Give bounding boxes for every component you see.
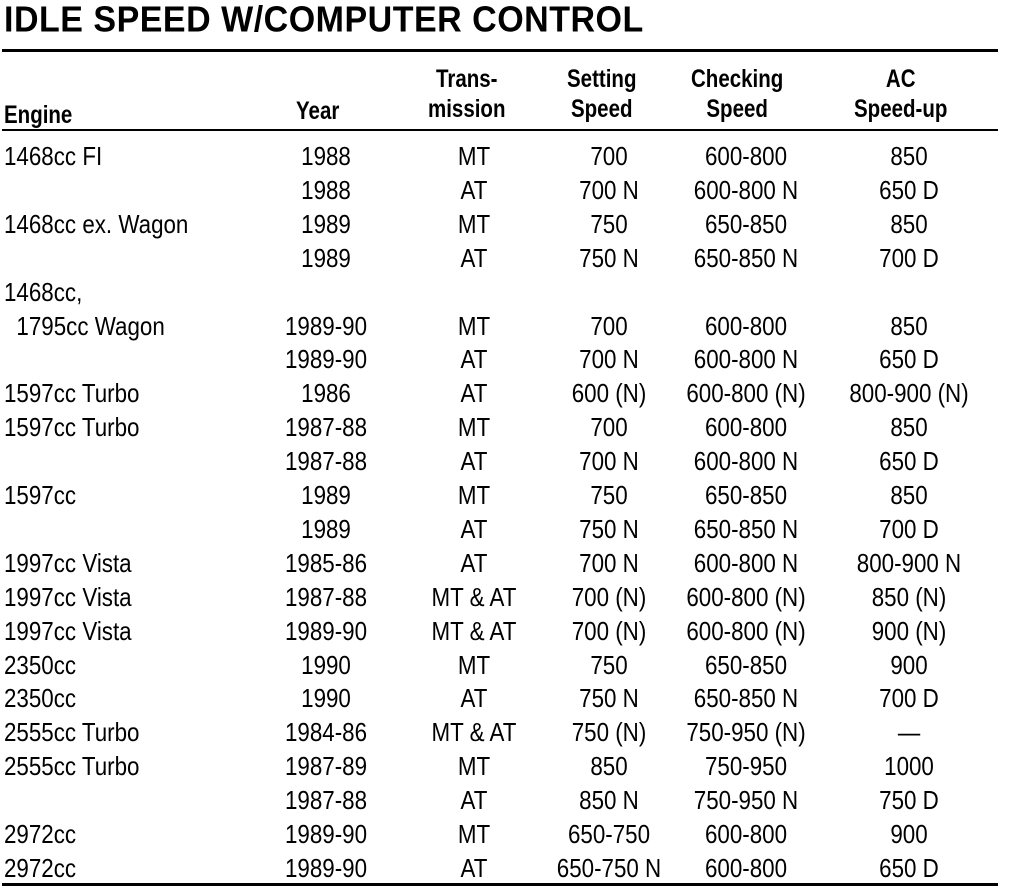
cell-setting-speed: 700 (N)	[571, 581, 647, 612]
cell-setting-speed: 700 N	[579, 174, 639, 205]
cell-ac-speed-up: 800-900 N	[856, 547, 962, 578]
cell-transmission: AT	[460, 446, 488, 477]
cell-transmission: MT	[457, 208, 491, 239]
cell-setting-speed: 700 N	[579, 446, 639, 477]
cell-checking-speed: 600-800	[704, 412, 788, 443]
cell-year: 1989	[301, 513, 351, 544]
cell-checking-speed: 600-800	[704, 819, 788, 849]
cell-year: 1989-90	[284, 615, 368, 646]
cell-transmission: AT	[460, 242, 488, 273]
cell-checking-speed: 600-800 N	[693, 344, 799, 375]
cell-transmission: AT	[460, 174, 488, 205]
cell-ac-speed-up: 850	[890, 480, 928, 510]
cell-transmission: MT	[457, 310, 491, 341]
cell-engine: 1997cc Vista	[4, 581, 132, 612]
cell-ac-speed-up: 900 (N)	[871, 615, 947, 646]
cell-setting-speed: 700 N	[579, 547, 639, 578]
cell-transmission: AT	[460, 344, 488, 375]
cell-setting-speed: 750	[590, 480, 628, 510]
cell-checking-speed: 650-850	[704, 480, 788, 510]
cell-ac-speed-up: 850	[890, 208, 928, 239]
cell-setting-speed: 700 (N)	[571, 615, 647, 646]
cell-setting-speed: 700 N	[579, 344, 639, 375]
cell-year: 1988	[301, 141, 351, 171]
cell-checking-speed: 600-800 (N)	[686, 378, 806, 409]
cell-checking-speed: 600-800	[704, 852, 788, 883]
cell-year: 1988	[301, 174, 351, 205]
cell-year: 1989-90	[284, 819, 368, 849]
cell-ac-speed-up: —	[897, 717, 921, 748]
cell-setting-speed: 650-750	[567, 819, 651, 849]
cell-checking-speed: 600-800	[704, 141, 788, 171]
cell-ac-speed-up: 650 D	[879, 852, 939, 883]
cell-engine: 1468cc FI	[4, 141, 103, 171]
cell-checking-speed: 650-850 N	[693, 683, 799, 714]
table-row	[0, 343, 1000, 377]
cell-ac-speed-up: 700 D	[879, 683, 939, 714]
cell-ac-speed-up: 650 D	[879, 446, 939, 477]
cell-engine: 1795cc Wagon	[4, 310, 165, 341]
cell-year: 1989	[301, 208, 351, 239]
table-row	[0, 276, 1000, 310]
cell-engine: 1597cc Turbo	[4, 378, 140, 409]
cell-checking-speed: 650-850	[704, 649, 788, 680]
cell-checking-speed: 600-800 (N)	[686, 581, 806, 612]
table-row	[0, 174, 1000, 208]
page-title: IDLE SPEED W/COMPUTER CONTROL	[4, 0, 644, 40]
cell-setting-speed: 700	[590, 310, 628, 341]
cell-setting-speed: 750	[590, 649, 628, 680]
cell-ac-speed-up: 650 D	[879, 344, 939, 375]
table-row	[0, 377, 1000, 411]
cell-year: 1989	[301, 242, 351, 273]
cell-checking-speed: 750-950	[704, 751, 788, 782]
cell-year: 1986	[301, 378, 351, 409]
cell-year: 1987-88	[284, 785, 368, 816]
header-rule	[2, 129, 998, 131]
cell-engine: 2350cc	[4, 683, 77, 714]
table-row	[0, 716, 1000, 750]
cell-year: 1984-86	[284, 717, 368, 748]
cell-checking-speed: 600-800 (N)	[686, 615, 806, 646]
table-row	[0, 750, 1000, 784]
cell-setting-speed: 700	[590, 141, 628, 171]
cell-setting-speed: 850	[590, 751, 628, 782]
cell-ac-speed-up: 850	[890, 141, 928, 171]
header-engine: Engine	[4, 101, 73, 129]
cell-setting-speed: 750	[590, 208, 628, 239]
cell-setting-speed: 650-750 N	[556, 852, 662, 883]
cell-year: 1989-90	[284, 344, 368, 375]
cell-transmission: MT	[457, 751, 491, 782]
cell-checking-speed: 750-950 (N)	[686, 717, 806, 748]
header-ac-speed-up: AC Speed-up	[854, 65, 948, 123]
cell-setting-speed: 850 N	[579, 785, 639, 816]
header-transmission: Trans- mission	[428, 65, 506, 123]
table-row	[0, 784, 1000, 818]
cell-engine: 1468cc,	[4, 276, 83, 307]
table-row	[0, 547, 1000, 581]
cell-engine: 2972cc	[4, 852, 77, 883]
bottom-rule	[2, 883, 998, 886]
cell-ac-speed-up: 650 D	[879, 174, 939, 205]
cell-checking-speed: 600-800 N	[693, 446, 799, 477]
cell-setting-speed: 600 (N)	[571, 378, 647, 409]
cell-checking-speed: 600-800 N	[693, 547, 799, 578]
cell-year: 1987-88	[284, 412, 368, 443]
table-row	[0, 140, 1000, 174]
table-row	[0, 682, 1000, 716]
header-checking-speed: Checking Speed	[691, 65, 784, 123]
cell-checking-speed: 750-950 N	[693, 785, 799, 816]
cell-transmission: MT & AT	[431, 717, 517, 748]
cell-checking-speed: 650-850	[704, 208, 788, 239]
header-year: Year	[296, 97, 340, 125]
cell-checking-speed: 650-850 N	[693, 242, 799, 273]
cell-transmission: AT	[460, 378, 488, 409]
cell-year: 1989-90	[284, 310, 368, 341]
cell-year: 1990	[301, 649, 351, 680]
cell-engine: 1997cc Vista	[4, 615, 132, 646]
cell-engine: 2555cc Turbo	[4, 751, 140, 782]
cell-year: 1989-90	[284, 852, 368, 883]
cell-engine: 1997cc Vista	[4, 547, 132, 578]
cell-transmission: AT	[460, 547, 488, 578]
cell-transmission: MT & AT	[431, 581, 517, 612]
cell-year: 1987-89	[284, 751, 368, 782]
cell-transmission: MT	[457, 141, 491, 171]
cell-engine: 1597cc Turbo	[4, 412, 140, 443]
cell-year: 1987-88	[284, 581, 368, 612]
cell-setting-speed: 750 N	[579, 683, 639, 714]
cell-engine: 1597cc	[4, 480, 77, 510]
cell-ac-speed-up: 850 (N)	[871, 581, 947, 612]
cell-setting-speed: 750 N	[579, 513, 639, 544]
cell-year: 1990	[301, 683, 351, 714]
cell-engine: 2350cc	[4, 649, 77, 680]
cell-checking-speed: 650-850 N	[693, 513, 799, 544]
table-row	[0, 242, 1000, 276]
cell-checking-speed: 600-800	[704, 310, 788, 341]
table-row	[0, 310, 1000, 344]
table-row	[0, 208, 1000, 242]
cell-transmission: AT	[460, 785, 488, 816]
table-row	[0, 615, 1000, 649]
cell-transmission: MT	[457, 819, 491, 849]
cell-year: 1989	[301, 480, 351, 510]
cell-ac-speed-up: 850	[890, 310, 928, 341]
cell-ac-speed-up: 1000	[884, 751, 934, 782]
table-row	[0, 513, 1000, 547]
cell-ac-speed-up: 900	[890, 649, 928, 680]
table-row	[0, 818, 1000, 852]
cell-transmission: AT	[460, 513, 488, 544]
table-row	[0, 649, 1000, 683]
cell-ac-speed-up: 750 D	[879, 785, 939, 816]
table-row	[0, 852, 1000, 886]
cell-setting-speed: 750 (N)	[571, 717, 647, 748]
cell-checking-speed: 600-800 N	[693, 174, 799, 205]
cell-transmission: MT	[457, 412, 491, 443]
cell-transmission: MT & AT	[431, 615, 517, 646]
cell-engine: 2555cc Turbo	[4, 717, 140, 748]
table-row	[0, 445, 1000, 479]
cell-year: 1985-86	[284, 547, 368, 578]
header-setting-speed: Setting Speed	[567, 65, 637, 123]
cell-setting-speed: 700	[590, 412, 628, 443]
table-row	[0, 581, 1000, 615]
cell-engine: 2972cc	[4, 819, 77, 849]
cell-ac-speed-up: 700 D	[879, 242, 939, 273]
table-row	[0, 479, 1000, 513]
cell-year: 1987-88	[284, 446, 368, 477]
cell-ac-speed-up: 700 D	[879, 513, 939, 544]
cell-ac-speed-up: 900	[890, 819, 928, 849]
cell-engine: 1468cc ex. Wagon	[4, 208, 189, 239]
cell-transmission: AT	[460, 683, 488, 714]
table-row	[0, 411, 1000, 445]
cell-transmission: AT	[460, 852, 488, 883]
cell-setting-speed: 750 N	[579, 242, 639, 273]
cell-ac-speed-up: 850	[890, 412, 928, 443]
cell-ac-speed-up: 800-900 (N)	[849, 378, 969, 409]
cell-transmission: MT	[457, 649, 491, 680]
cell-transmission: MT	[457, 480, 491, 510]
top-rule	[2, 49, 998, 52]
